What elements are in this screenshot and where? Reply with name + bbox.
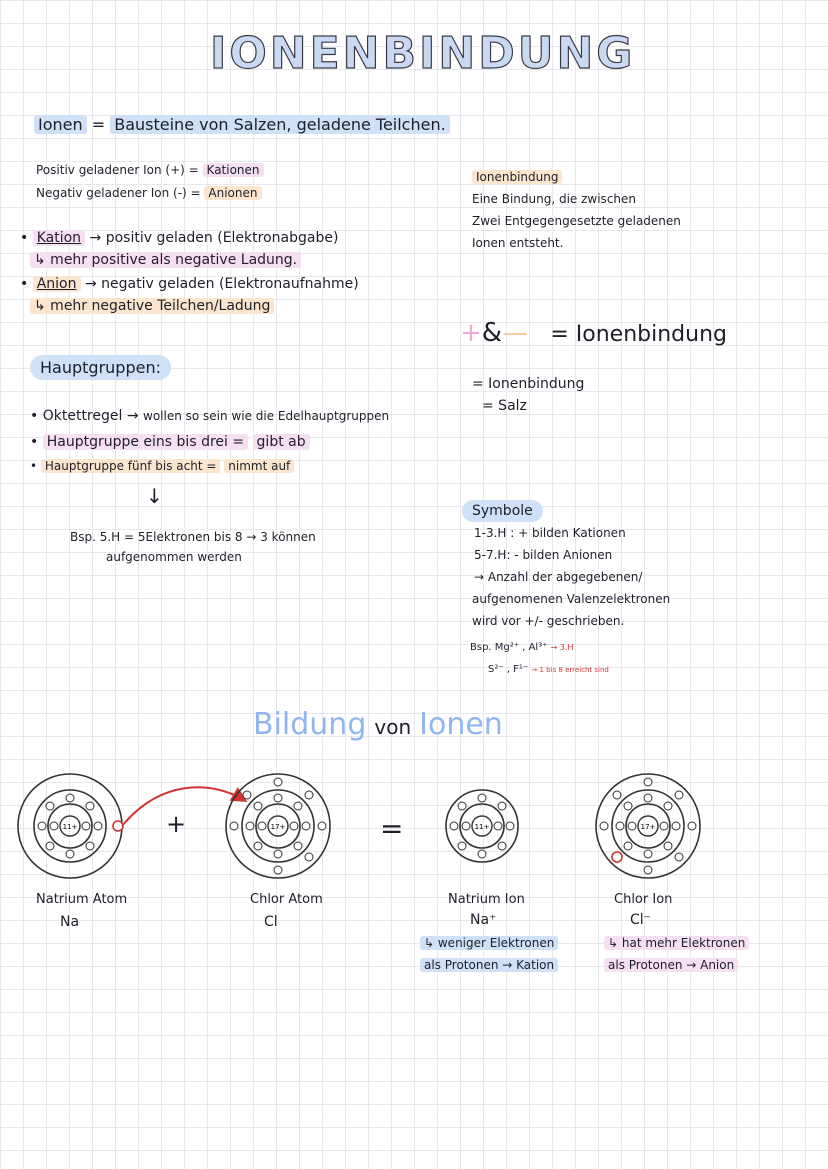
hauptgruppen-title [30,358,171,377]
symbole-ex1: Bsp. Mg²⁺ , Al³⁺ [470,642,548,653]
hauptgruppe-1-3-line: • Hauptgruppe eins bis drei = gibt ab [30,434,310,450]
na-ion-note1-text: ↳ weniger Elektronen [420,936,558,950]
anion-sub-text: ↳ mehr negative Teilchen/Ladung [30,298,274,314]
cl-atom-label: Chlor Atom [250,892,323,907]
neg-text: Negativ geladener Ion (-) = [36,186,201,200]
cl-ion-symbol: Cl⁻ [630,912,652,928]
anion-term: Anion [33,276,81,292]
hauptgruppen-title-text: Hauptgruppen: [30,355,171,380]
down-arrow: ↓ [146,484,163,508]
cl-ion-note1 [604,936,749,950]
symbole-title: Symbole [462,500,543,522]
minus-sign: — [502,318,529,348]
na-ion-note1 [420,936,558,950]
chlor-ion-diagram [596,774,700,878]
pos-result: Kationen [203,163,264,177]
kation-term: Kation [33,230,85,246]
rule2-a: Hauptgruppe eins bis drei = [43,434,248,450]
symbole-example2 [488,664,609,675]
ionen-def: Bausteine von Salzen, geladene Teilchen. [110,115,449,134]
equation-line2: = Ionenbindung [472,376,585,392]
kation-sub-text: ↳ mehr positive als negative Ladung. [30,252,301,268]
ampersand: & [481,318,503,348]
kation-sub [30,252,301,268]
na-ion-note2 [420,958,558,972]
ionenbindung-definition [472,166,681,254]
atom-diagrams [0,760,828,900]
na-atom-label: Natrium Atom [36,892,128,907]
na-ion-label: Natrium Ion [448,892,525,907]
na-atom-symbol: Na [60,914,80,930]
symbole-line2: 5-7.H: - bilden Anionen [474,548,613,562]
positive-charge-line [36,163,264,177]
cl-ion-note1-text: ↳ hat mehr Elektronen [604,936,749,950]
rule3-a: Hauptgruppe fünf bis acht = [41,459,221,473]
example-line1: Bsp. 5.H = 5Elektronen bis 8 → 3 können [70,530,316,544]
na-ion-symbol: Na⁺ [470,912,497,928]
page-title: IONENBINDUNG [210,28,636,79]
rule3-b: nimmt auf [224,459,294,473]
negative-charge-line [36,186,262,200]
na-ion-core: 11+ [474,823,490,831]
pos-text: Positiv geladener Ion (+) = [36,163,199,177]
equation-line3: = Salz [482,398,527,414]
symbole-ex2-note: → 1 bis 8 erreicht sind [531,666,609,674]
ionen-definition [34,115,450,134]
chlor-atom-diagram [226,774,330,878]
anion-desc: → negativ geladen (Elektronaufnahme) [84,276,359,292]
na-ion-note2-text: als Protonen → Kation [420,958,558,972]
von-word: von [374,715,412,739]
ionenbindung-line3: Ionen entsteht. [472,236,564,250]
na-atom-core: 11+ [62,823,78,831]
symbole-line4: aufgenomenen Valenzelektronen [472,592,671,606]
kation-line: • Kation → positiv geladen (Elektronabgabe) [20,230,339,246]
ionenbindung-line1: Eine Bindung, die zwischen [472,192,637,206]
equation-rhs: = Ionenbindung [550,322,727,347]
rule2-b: gibt ab [253,434,310,450]
symbole-line1: 1-3.H : + bilden Kationen [474,526,626,540]
natrium-atom-diagram [18,774,123,878]
plus-operator: + [166,810,187,838]
example-line2: aufgenommen werden [106,550,242,564]
ionenbindung-equation [460,318,727,348]
symbole-section [462,500,670,632]
ionenbindung-title: Ionenbindung [472,170,562,184]
symbole-ex2: S²⁻ , F¹⁻ [488,664,529,675]
rule1-a: Oktettregel → [42,408,139,424]
ionenbindung-line2: Zwei Entgegengesetzte geladenen [472,214,681,228]
bildung-word: Bildung [253,707,367,742]
cl-atom-core: 17+ [270,823,286,831]
hauptgruppe-5-8-line: • Hauptgruppe fünf bis acht = nimmt auf [30,459,294,473]
symbole-line5: wird vor +/- geschrieben. [472,614,625,628]
bildung-title [253,707,503,742]
rule1-b: wollen so sein wie die Edelhauptgruppen [143,409,390,423]
equals-operator: = [380,812,404,845]
ionen-term: Ionen [34,115,87,134]
oktettregel-line: • Oktettregel → wollen so sein wie die Edelhauptgruppen [30,408,390,424]
anion-sub [30,298,274,314]
cl-ion-core: 17+ [640,823,656,831]
symbole-ex1-note: → 3.H [550,643,574,652]
cl-ion-label: Chlor Ion [614,892,673,907]
kation-desc: → positiv geladen (Elektronabgabe) [89,230,339,246]
cl-atom-symbol: Cl [264,914,278,930]
ionen-eq: = [91,115,106,134]
plus-sign: + [460,318,482,348]
neg-result: Anionen [204,186,261,200]
symbole-example1 [470,642,574,653]
anion-line: • Anion → negativ geladen (Elektronaufnahme) [20,276,359,292]
ionen-word: Ionen [419,707,503,742]
natrium-ion-diagram [446,790,518,862]
cl-ion-note2-text: als Protonen → Anion [604,958,738,972]
symbole-line3: → Anzahl der abgegebenen/ [474,570,643,584]
cl-ion-note2 [604,958,738,972]
